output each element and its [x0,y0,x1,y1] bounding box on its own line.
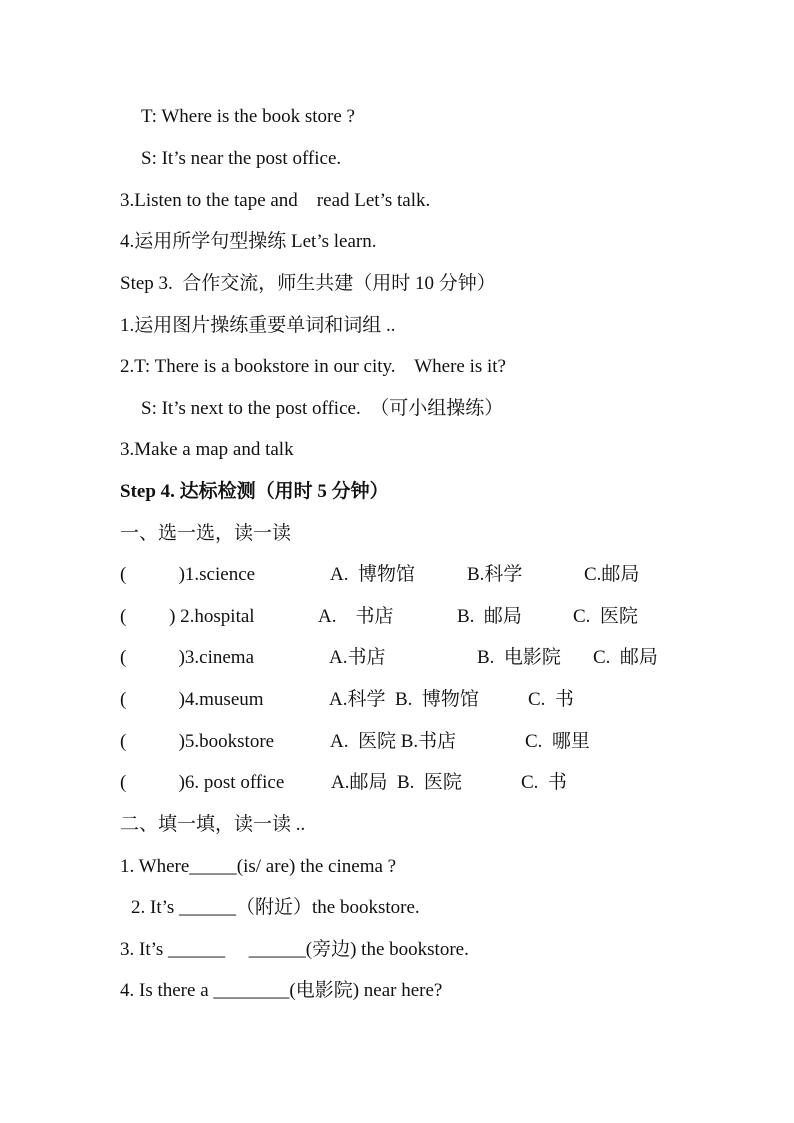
quiz1-option-c: C. 书 [528,689,574,710]
quiz1-option-c: C.邮局 [584,564,640,585]
quiz1-option-a: A.科学 B. 博物馆 [329,689,479,710]
quiz1-question: ( )5.bookstore [120,731,275,752]
step4-heading: Step 4. 达标检测（用时 5 分钟） [120,481,389,502]
section2-title: 二、填一填，读一读 .. [120,814,306,835]
section1-title: 一、选一选，读一读 [120,523,292,544]
quiz1-question: ( )6. post office [120,772,285,793]
quiz1-option-a: A.书店 [329,647,386,668]
step3-heading: Step 3. 合作交流，师生共建（用时 10 分钟） [120,273,496,294]
quiz1-option-a: A. 博物馆 [330,564,415,585]
quiz1-question: ( ) 2.hospital [120,606,255,627]
fill-question-2: 2. It’s ______（附近）the bookstore. [131,897,420,918]
quiz1-option-c: C. 医院 [573,606,638,627]
quiz1-option-a: A. 医院 B.书店 [330,731,457,752]
quiz1-option-a: A. 书店 [318,606,394,627]
dialogue-student-line: S: It’s near the post office. [141,148,342,169]
quiz1-question: ( )4.museum [120,689,264,710]
quiz1-question: ( )1.science [120,564,256,585]
dialogue-teacher-line: T: Where is the book store ? [141,106,355,127]
quiz1-option-c: C. 哪里 [525,731,590,752]
step-item-listen: 3.Listen to the tape and read Let’s talk. [120,190,431,211]
quiz1-option-c: C. 邮局 [593,647,658,668]
quiz1-question: ( )3.cinema [120,647,255,668]
quiz1-option-b: B.科学 [467,564,523,585]
quiz1-option-a: A.邮局 B. 医院 [331,772,462,793]
step3-item-2-answer: S: It’s next to the post office. （可小组操练） [141,398,504,419]
fill-question-4: 4. Is there a ________(电影院) near here? [120,980,443,1001]
fill-question-1: 1. Where_____(is/ are) the cinema ? [120,856,397,877]
step-item-practice: 4.运用所学句型操练 Let’s learn. [120,231,377,252]
step3-item-3: 3.Make a map and talk [120,439,294,460]
fill-question-3: 3. It’s ______ ______(旁边) the bookstore. [120,939,469,960]
step3-item-1: 1.运用图片操练重要单词和词组 .. [120,315,396,336]
quiz1-option-b: B. 电影院 [477,647,561,668]
step3-item-2: 2.T: There is a bookstore in our city. Where is it? [120,356,506,377]
quiz1-option-b: B. 邮局 [457,606,522,627]
quiz1-option-c: C. 书 [521,772,567,793]
